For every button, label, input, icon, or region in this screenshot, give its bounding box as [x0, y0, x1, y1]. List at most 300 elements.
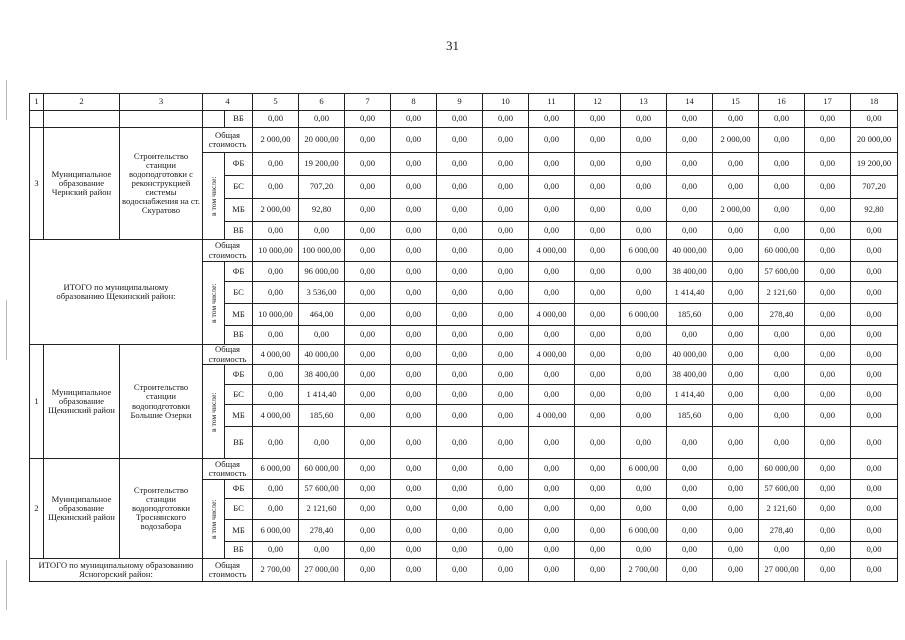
value-cell: 0,00: [805, 176, 851, 199]
value-cell: 0,00: [575, 240, 621, 262]
final-total-row: [30, 559, 898, 582]
value-cell: 0,00: [713, 282, 759, 304]
value-cell: 278,40: [299, 520, 345, 542]
value-cell: 0,00: [759, 365, 805, 385]
project-name: Строительство станции водоподготовки с реконструкцией системы водоснабжения на ст. Скуратово: [120, 128, 203, 240]
value-cell: 0,00: [851, 459, 898, 480]
value-cell: 0,00: [345, 262, 391, 282]
value-cell: 0,00: [437, 304, 483, 326]
value-cell: 0,00: [483, 128, 529, 153]
value-cell: 0,00: [345, 326, 391, 345]
value-cell: 6 000,00: [621, 459, 667, 480]
value-cell: 0,00: [437, 499, 483, 520]
value-cell: 0,00: [575, 345, 621, 365]
value-cell: 2 000,00: [713, 199, 759, 222]
value-cell: 0,00: [391, 176, 437, 199]
value-cell: 0,00: [529, 427, 575, 459]
total-cost-label: Общая стоимость: [203, 459, 253, 480]
value-cell: 0,00: [437, 459, 483, 480]
value-cell: 0,00: [253, 542, 299, 559]
value-cell: 0,00: [575, 459, 621, 480]
value-cell: 0,00: [529, 480, 575, 499]
value-cell: 0,00: [667, 153, 713, 176]
value-cell: 0,00: [575, 262, 621, 282]
value-cell: 0,00: [391, 199, 437, 222]
value-cell: 60 000,00: [299, 459, 345, 480]
funding-source-code: ФБ: [225, 480, 253, 499]
value-cell: 1 414,40: [667, 282, 713, 304]
value-cell: 0,00: [713, 459, 759, 480]
value-cell: 0,00: [851, 282, 898, 304]
value-cell: 0,00: [253, 427, 299, 459]
column-number-header: 2: [44, 94, 120, 111]
value-cell: 0,00: [391, 480, 437, 499]
value-cell: 0,00: [667, 427, 713, 459]
funding-source-code: БС: [225, 282, 253, 304]
value-cell: 464,00: [299, 304, 345, 326]
value-cell: 0,00: [575, 385, 621, 405]
value-cell: 0,00: [529, 199, 575, 222]
value-cell: 19 200,00: [299, 153, 345, 176]
value-cell: 0,00: [621, 499, 667, 520]
value-cell: 2 000,00: [253, 128, 299, 153]
value-cell: 0,00: [805, 240, 851, 262]
value-cell: 0,00: [575, 427, 621, 459]
value-cell: 0,00: [437, 365, 483, 385]
column-number-header: 16: [759, 94, 805, 111]
value-cell: 0,00: [851, 365, 898, 385]
value-cell: 10 000,00: [253, 240, 299, 262]
scan-edge-mark: [6, 80, 7, 120]
value-cell: 0,00: [713, 559, 759, 582]
value-cell: 96 000,00: [299, 262, 345, 282]
value-cell: 0,00: [483, 385, 529, 405]
total-cost-row: [30, 128, 898, 153]
total-cost-label: Общая стоимость: [203, 345, 253, 365]
value-cell: 0,00: [713, 240, 759, 262]
value-cell: 0,00: [391, 282, 437, 304]
value-cell: 0,00: [483, 559, 529, 582]
carry-empty-cell: [203, 111, 225, 128]
carry-empty-cell: [120, 111, 203, 128]
value-cell: 185,60: [299, 405, 345, 427]
value-cell: 185,60: [667, 304, 713, 326]
value-cell: 0,00: [575, 153, 621, 176]
value-cell: 0,00: [805, 111, 851, 128]
value-cell: 0,00: [391, 153, 437, 176]
value-cell: 0,00: [345, 459, 391, 480]
column-number-header-row: [30, 94, 898, 111]
value-cell: 0,00: [391, 222, 437, 240]
value-cell: 20 000,00: [851, 128, 898, 153]
funding-source-code: ВБ: [225, 326, 253, 345]
value-cell: 0,00: [437, 405, 483, 427]
value-cell: 0,00: [437, 262, 483, 282]
value-cell: 0,00: [253, 385, 299, 405]
value-cell: 0,00: [713, 304, 759, 326]
value-cell: 4 000,00: [529, 240, 575, 262]
value-cell: 0,00: [667, 499, 713, 520]
value-cell: 0,00: [529, 459, 575, 480]
funding-source-code: БС: [225, 176, 253, 199]
value-cell: 0,00: [713, 326, 759, 345]
value-cell: 0,00: [621, 222, 667, 240]
value-cell: 0,00: [391, 542, 437, 559]
value-cell: 0,00: [713, 176, 759, 199]
value-cell: 38 400,00: [667, 365, 713, 385]
value-cell: 40 000,00: [299, 345, 345, 365]
value-cell: 0,00: [805, 499, 851, 520]
value-cell: 0,00: [437, 520, 483, 542]
funding-source-code: ВБ: [225, 542, 253, 559]
value-cell: 0,00: [713, 480, 759, 499]
value-cell: 0,00: [299, 111, 345, 128]
value-cell: 0,00: [483, 326, 529, 345]
value-cell: 0,00: [529, 499, 575, 520]
value-cell: 0,00: [483, 240, 529, 262]
value-cell: 27 000,00: [299, 559, 345, 582]
value-cell: 0,00: [299, 427, 345, 459]
column-number-header: 8: [391, 94, 437, 111]
value-cell: 0,00: [437, 480, 483, 499]
value-cell: 0,00: [621, 111, 667, 128]
value-cell: 0,00: [575, 520, 621, 542]
value-cell: 0,00: [805, 262, 851, 282]
value-cell: 6 000,00: [253, 459, 299, 480]
value-cell: 0,00: [253, 153, 299, 176]
value-cell: 0,00: [851, 326, 898, 345]
value-cell: 27 000,00: [759, 559, 805, 582]
value-cell: 0,00: [667, 326, 713, 345]
value-cell: 0,00: [345, 240, 391, 262]
column-number-header: 6: [299, 94, 345, 111]
value-cell: 0,00: [575, 199, 621, 222]
value-cell: 0,00: [759, 222, 805, 240]
value-cell: 0,00: [851, 240, 898, 262]
value-cell: 0,00: [713, 153, 759, 176]
value-cell: 0,00: [851, 405, 898, 427]
value-cell: 0,00: [713, 111, 759, 128]
value-cell: 0,00: [391, 345, 437, 365]
value-cell: 0,00: [667, 559, 713, 582]
including-label: в том числе:: [203, 365, 225, 459]
value-cell: 0,00: [299, 222, 345, 240]
value-cell: 0,00: [253, 480, 299, 499]
value-cell: 0,00: [575, 304, 621, 326]
value-cell: 0,00: [575, 326, 621, 345]
value-cell: 0,00: [529, 365, 575, 385]
value-cell: 0,00: [437, 326, 483, 345]
value-cell: 0,00: [621, 345, 667, 365]
value-cell: 0,00: [713, 262, 759, 282]
value-cell: 0,00: [575, 282, 621, 304]
carry-over-row: [30, 111, 898, 128]
column-number-header: 15: [713, 94, 759, 111]
value-cell: 0,00: [437, 542, 483, 559]
value-cell: 0,00: [391, 365, 437, 385]
column-number-header: 3: [120, 94, 203, 111]
total-cost-label: Общая стоимость: [203, 128, 253, 153]
value-cell: 0,00: [575, 111, 621, 128]
value-cell: 0,00: [621, 282, 667, 304]
value-cell: 0,00: [483, 427, 529, 459]
value-cell: 0,00: [621, 262, 667, 282]
value-cell: 0,00: [759, 345, 805, 365]
value-cell: 0,00: [391, 427, 437, 459]
value-cell: 0,00: [667, 128, 713, 153]
value-cell: 0,00: [851, 520, 898, 542]
column-number-header: 14: [667, 94, 713, 111]
value-cell: 0,00: [253, 176, 299, 199]
value-cell: 0,00: [805, 153, 851, 176]
value-cell: 0,00: [253, 365, 299, 385]
value-cell: 3 536,00: [299, 282, 345, 304]
value-cell: 0,00: [851, 480, 898, 499]
funding-source-code: ВБ: [225, 222, 253, 240]
value-cell: 0,00: [575, 176, 621, 199]
funding-source-code: ВБ: [225, 427, 253, 459]
value-cell: 707,20: [299, 176, 345, 199]
value-cell: 0,00: [345, 128, 391, 153]
total-cost-row: [30, 459, 898, 480]
funding-source-code: МБ: [225, 304, 253, 326]
value-cell: 0,00: [437, 199, 483, 222]
value-cell: 0,00: [483, 345, 529, 365]
column-number-header: 18: [851, 94, 898, 111]
funding-source-code: ФБ: [225, 365, 253, 385]
value-cell: 0,00: [713, 405, 759, 427]
column-number-header: 12: [575, 94, 621, 111]
value-cell: 0,00: [575, 499, 621, 520]
district-total-cost-row: [30, 240, 898, 262]
value-cell: 0,00: [391, 262, 437, 282]
column-number-header: 17: [805, 94, 851, 111]
value-cell: 6 000,00: [621, 520, 667, 542]
value-cell: 0,00: [805, 559, 851, 582]
value-cell: 60 000,00: [759, 240, 805, 262]
value-cell: 0,00: [713, 520, 759, 542]
value-cell: 0,00: [575, 128, 621, 153]
value-cell: 0,00: [345, 282, 391, 304]
value-cell: 4 000,00: [253, 345, 299, 365]
column-number-header: 10: [483, 94, 529, 111]
page-number: 31: [446, 38, 459, 53]
column-number-header: 5: [253, 94, 299, 111]
funding-source-code: МБ: [225, 520, 253, 542]
municipality-name: Муниципальное образование Щекинский район: [44, 345, 120, 459]
value-cell: 0,00: [483, 499, 529, 520]
value-cell: 0,00: [851, 111, 898, 128]
scan-edge-mark: [6, 300, 7, 360]
column-number-header: 11: [529, 94, 575, 111]
funding-source-code: БС: [225, 385, 253, 405]
value-cell: 0,00: [805, 542, 851, 559]
value-cell: 0,00: [345, 304, 391, 326]
value-cell: 20 000,00: [299, 128, 345, 153]
value-cell: 0,00: [345, 559, 391, 582]
value-cell: 4 000,00: [529, 304, 575, 326]
value-cell: 0,00: [851, 304, 898, 326]
value-cell: 0,00: [621, 128, 667, 153]
value-cell: 0,00: [529, 542, 575, 559]
budget-table: [29, 93, 898, 582]
value-cell: 0,00: [345, 427, 391, 459]
value-cell: 0,00: [529, 282, 575, 304]
value-cell: 0,00: [667, 176, 713, 199]
value-cell: 0,00: [621, 199, 667, 222]
total-cost-label: Общая стоимость: [203, 240, 253, 262]
value-cell: 0,00: [483, 459, 529, 480]
value-cell: 0,00: [483, 542, 529, 559]
value-cell: 0,00: [575, 405, 621, 427]
value-cell: 0,00: [759, 542, 805, 559]
column-number-header: 7: [345, 94, 391, 111]
funding-source-code: МБ: [225, 199, 253, 222]
value-cell: 2 700,00: [253, 559, 299, 582]
value-cell: 0,00: [851, 222, 898, 240]
value-cell: 2 121,60: [759, 499, 805, 520]
value-cell: 6 000,00: [621, 240, 667, 262]
municipality-name: Муниципальное образование Щекинский район: [44, 459, 120, 559]
value-cell: 0,00: [437, 222, 483, 240]
value-cell: 57 600,00: [299, 480, 345, 499]
value-cell: 38 400,00: [667, 262, 713, 282]
value-cell: 0,00: [667, 520, 713, 542]
value-cell: 0,00: [483, 405, 529, 427]
value-cell: 0,00: [621, 326, 667, 345]
municipality-name: Муниципальное образование Чернский район: [44, 128, 120, 240]
value-cell: 57 600,00: [759, 480, 805, 499]
district-total-label: ИТОГО по муниципальному образованию Щекинский район:: [30, 240, 203, 345]
value-cell: 10 000,00: [253, 304, 299, 326]
value-cell: 40 000,00: [667, 345, 713, 365]
value-cell: 0,00: [529, 153, 575, 176]
value-cell: 0,00: [621, 542, 667, 559]
value-cell: 0,00: [345, 153, 391, 176]
value-cell: 0,00: [759, 128, 805, 153]
value-cell: 60 000,00: [759, 459, 805, 480]
value-cell: 0,00: [805, 459, 851, 480]
value-cell: 0,00: [345, 222, 391, 240]
value-cell: 0,00: [621, 405, 667, 427]
funding-source-code: ВБ: [225, 111, 253, 128]
value-cell: 0,00: [805, 345, 851, 365]
value-cell: 4 000,00: [529, 405, 575, 427]
value-cell: 0,00: [759, 427, 805, 459]
value-cell: 0,00: [483, 304, 529, 326]
funding-source-code: БС: [225, 499, 253, 520]
value-cell: 0,00: [805, 405, 851, 427]
value-cell: 0,00: [805, 480, 851, 499]
final-total-label: ИТОГО по муниципальному образованию Ясногорский район:: [30, 559, 203, 582]
project-name: Строительство станции водоподготовки Большие Озерки: [120, 345, 203, 459]
value-cell: 0,00: [437, 111, 483, 128]
value-cell: 0,00: [253, 222, 299, 240]
value-cell: 0,00: [805, 365, 851, 385]
value-cell: 0,00: [391, 128, 437, 153]
value-cell: 0,00: [759, 326, 805, 345]
value-cell: 0,00: [713, 385, 759, 405]
value-cell: 0,00: [345, 385, 391, 405]
carry-empty-cell: [44, 111, 120, 128]
value-cell: 0,00: [483, 199, 529, 222]
value-cell: 0,00: [851, 427, 898, 459]
value-cell: 0,00: [851, 345, 898, 365]
value-cell: 0,00: [391, 499, 437, 520]
value-cell: 0,00: [483, 176, 529, 199]
value-cell: 0,00: [667, 222, 713, 240]
value-cell: 0,00: [345, 176, 391, 199]
value-cell: 0,00: [667, 542, 713, 559]
value-cell: 0,00: [483, 282, 529, 304]
value-cell: 0,00: [529, 222, 575, 240]
value-cell: 0,00: [529, 111, 575, 128]
value-cell: 0,00: [621, 176, 667, 199]
value-cell: 0,00: [805, 199, 851, 222]
value-cell: 0,00: [805, 385, 851, 405]
value-cell: 0,00: [345, 345, 391, 365]
value-cell: 0,00: [253, 499, 299, 520]
carry-empty-cell: [30, 111, 44, 128]
value-cell: 0,00: [621, 385, 667, 405]
value-cell: 1 414,40: [299, 385, 345, 405]
value-cell: 0,00: [483, 480, 529, 499]
value-cell: 0,00: [805, 222, 851, 240]
value-cell: 707,20: [851, 176, 898, 199]
value-cell: 0,00: [483, 111, 529, 128]
value-cell: 0,00: [437, 559, 483, 582]
value-cell: 0,00: [667, 480, 713, 499]
value-cell: 0,00: [299, 326, 345, 345]
value-cell: 0,00: [621, 365, 667, 385]
value-cell: 0,00: [575, 222, 621, 240]
value-cell: 0,00: [299, 542, 345, 559]
value-cell: 100 000,00: [299, 240, 345, 262]
value-cell: 0,00: [575, 365, 621, 385]
value-cell: 0,00: [483, 262, 529, 282]
value-cell: 2 700,00: [621, 559, 667, 582]
value-cell: 0,00: [759, 176, 805, 199]
value-cell: 0,00: [437, 427, 483, 459]
value-cell: 0,00: [805, 128, 851, 153]
value-cell: 0,00: [805, 282, 851, 304]
value-cell: 0,00: [529, 520, 575, 542]
value-cell: 92,80: [851, 199, 898, 222]
value-cell: 0,00: [437, 153, 483, 176]
value-cell: 0,00: [391, 111, 437, 128]
value-cell: 0,00: [759, 199, 805, 222]
value-cell: 0,00: [253, 262, 299, 282]
value-cell: 0,00: [345, 542, 391, 559]
value-cell: 0,00: [529, 326, 575, 345]
value-cell: 0,00: [345, 199, 391, 222]
value-cell: 0,00: [483, 520, 529, 542]
value-cell: 0,00: [345, 480, 391, 499]
value-cell: 92,80: [299, 199, 345, 222]
row-number: 2: [30, 459, 44, 559]
value-cell: 278,40: [759, 304, 805, 326]
total-cost-row: [30, 345, 898, 365]
value-cell: 2 000,00: [713, 128, 759, 153]
value-cell: 278,40: [759, 520, 805, 542]
value-cell: 185,60: [667, 405, 713, 427]
value-cell: 0,00: [713, 345, 759, 365]
value-cell: 0,00: [529, 385, 575, 405]
funding-source-code: ФБ: [225, 262, 253, 282]
value-cell: 0,00: [483, 153, 529, 176]
value-cell: 0,00: [621, 480, 667, 499]
value-cell: 0,00: [759, 153, 805, 176]
